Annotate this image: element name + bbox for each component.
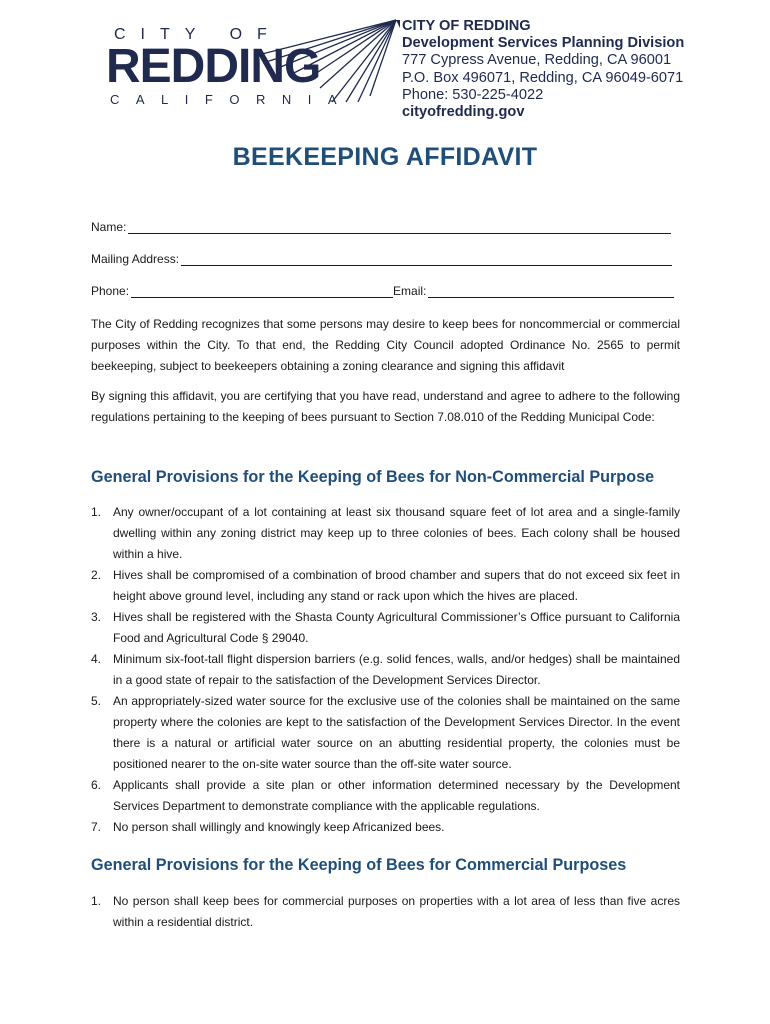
city-logo-graphic [100,18,400,114]
item-number: 6. [91,778,102,792]
list-item [91,502,680,565]
email-input-line[interactable] [428,285,674,298]
item-number: 1. [91,894,102,908]
list-item [91,607,680,649]
mailing-address-input-line[interactable] [181,253,672,266]
city-logo [100,18,400,114]
mailing-field-row [91,252,672,266]
item-number: 2. [91,568,102,582]
list-item [91,649,680,691]
phone-email-row [91,284,674,298]
phone-number: Phone: 530-225-4022 [402,86,544,103]
name-input-line[interactable] [128,221,671,234]
item-text: No person shall keep bees for commercial purposes on properties with a lot area of less than five acres within a residential district. [113,894,680,929]
intro-paragraph-1: The City of Redding recognizes that some persons may desire to keep bees for noncommercial or commercial purposes within the City. To that end, the Redding City Council adopted Ordinance No. 2565 to permit beekeeping, subject to beekeepers obtaining a zoning clearance and signing this affidavit [91,317,680,373]
item-number: 4. [91,652,102,666]
website-link[interactable]: cityofredding.gov [402,104,525,121]
noncommercial-provisions-list [91,502,680,838]
mailing-address-label: Mailing Address: [91,252,180,266]
phone-label: Phone: [91,284,130,298]
commercial-provisions-list [91,891,680,933]
item-text: Minimum six-foot-tall flight dispersion barriers (e.g. solid fences, walls, and/or hedges) shall be maintained in a good state of repair to the satisfaction of the Development Services Director. [113,652,680,687]
division-name: Development Services Planning Division [402,35,685,52]
org-name: CITY OF REDDING [402,18,531,34]
logo-city-of-text: CITY OF [114,26,282,43]
list-item [91,565,680,607]
email-label: Email: [393,284,427,298]
item-text: No person shall willingly and knowingly keep Africanized bees. [113,820,445,834]
section-heading-commercial: General Provisions for the Keeping of Bees for Commercial Purposes [91,856,627,874]
list-item [91,691,680,775]
item-number: 1. [91,505,102,519]
list-item [91,817,680,838]
logo-redding-text: REDDING [106,40,321,93]
item-number: 7. [91,820,102,834]
street-address: 777 Cypress Avenue, Redding, CA 96001 [402,52,672,69]
item-text: Applicants shall provide a site plan or other information determined necessary by the Development Services Department to demonstrate compliance with the applicable regulations. [113,778,680,813]
item-text: Any owner/occupant of a lot containing at least six thousand square feet of lot area and a single-family dwelling within any zoning district may keep up to three colonies of bees. Each colony shall be housed within a hive. [113,505,680,561]
page-title: BEEKEEPING AFFIDAVIT [232,143,538,171]
phone-input-line[interactable] [131,285,393,298]
item-text: An appropriately-sized water source for the exclusive use of the colonies shall be maintained on the same property where the colonies are kept to the satisfaction of the Development Services Director. In the event there is a natural or artificial water source on an abutting residential property, the colonies must be positioned nearer to the on-site water source than the off-site water source. [113,694,680,771]
intro-paragraph-2: By signing this affidavit, you are certifying that you have read, understand and agree to adhere to the following regulations pertaining to the keeping of bees pursuant to Section 7.08.010 of the Redding Municipal Code: [91,389,680,424]
item-text: Hives shall be registered with the Shasta County Agricultural Commissioner’s Office pursuant to California Food and Agricultural Code § 29040. [113,610,680,645]
name-field-row [91,220,671,234]
po-box: P.O. Box 496071, Redding, CA 96049-6071 [402,69,684,86]
item-number: 5. [91,694,102,708]
name-label: Name: [91,220,127,234]
item-number: 3. [91,610,102,624]
list-item [91,891,680,933]
address-block [402,18,684,121]
logo-california-text: CALIFORNIA [110,92,354,107]
list-item [91,775,680,817]
item-text: Hives shall be compromised of a combination of brood chamber and supers that do not exceed six feet in height above ground level, including any stand or rack upon which the hives are placed. [113,568,680,603]
section-heading-noncommercial: General Provisions for the Keeping of Bees for Non-Commercial Purpose [91,468,655,486]
